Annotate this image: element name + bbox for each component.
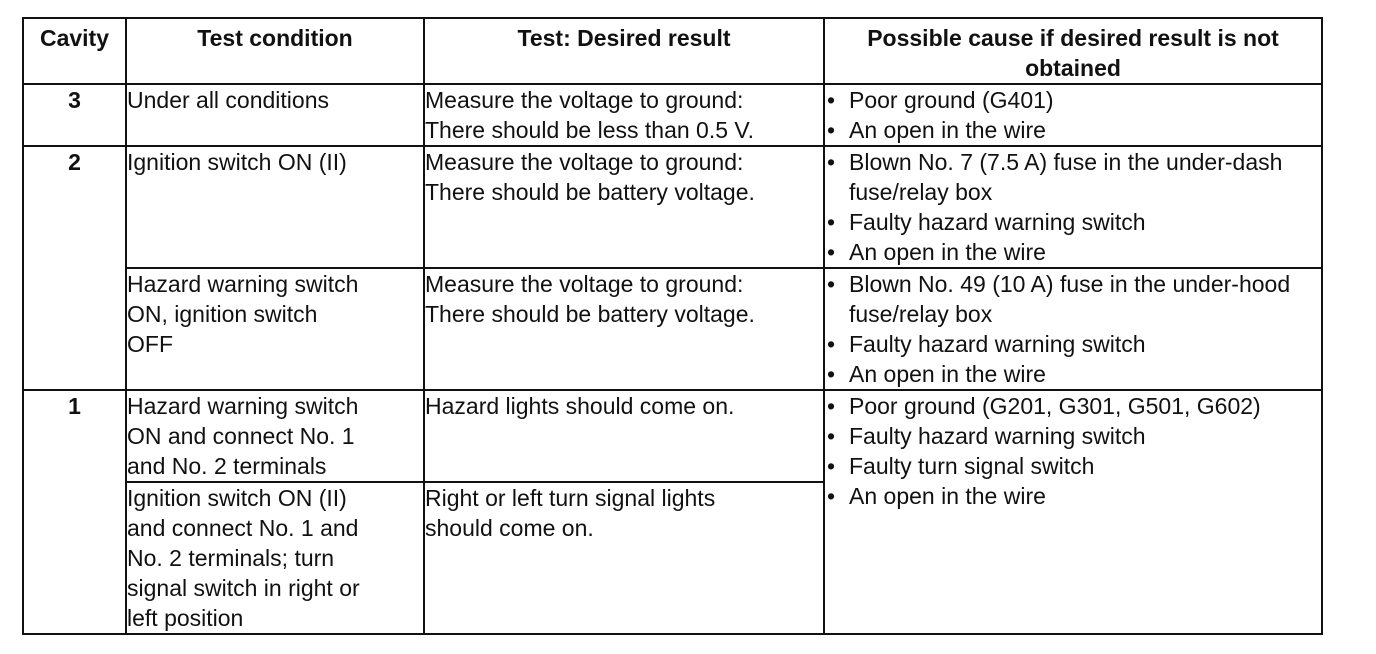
desired-result-cell (424, 146, 824, 268)
cause-item: • An open in the wire (825, 237, 1321, 267)
test-condition-cell (126, 268, 424, 390)
possible-cause-cell (824, 84, 1322, 146)
cause-item: • Faulty hazard warning switch (825, 207, 1321, 237)
header-desired-result: Test: Desired result (424, 18, 824, 84)
cause-item: • An open in the wire (825, 115, 1321, 145)
possible-cause-cell (824, 268, 1322, 390)
test-condition-line: Hazard warning switch (127, 271, 359, 297)
test-condition-line: No. 2 terminals; turn (127, 545, 335, 571)
desired-result-line: There should be battery voltage. (425, 179, 755, 205)
cause-item: • Blown No. 49 (10 A) fuse in the under-hood fuse/relay box (825, 269, 1321, 329)
desired-result-line: There should be battery voltage. (425, 301, 755, 327)
desired-result-line: There should be less than 0.5 V. (425, 117, 755, 143)
table-row (23, 84, 1322, 146)
test-condition-line: signal switch in right or (127, 575, 360, 601)
desired-result-cell (424, 482, 824, 634)
possible-cause-cell (824, 146, 1322, 268)
desired-result-cell (424, 84, 824, 146)
test-condition-line: Under all conditions (127, 87, 330, 113)
cause-item: • Poor ground (G201, G301, G501, G602) (825, 391, 1321, 421)
desired-result-line: Measure the voltage to ground: (425, 149, 744, 175)
test-condition-line: left position (127, 605, 244, 631)
cavity-number: 1 (23, 390, 126, 634)
test-condition-line: and No. 2 terminals (127, 453, 327, 479)
header-cavity: Cavity (23, 18, 126, 84)
test-condition-cell (126, 482, 424, 634)
table-row (23, 390, 1322, 482)
cause-item: • Poor ground (G401) (825, 85, 1321, 115)
desired-result-cell (424, 390, 824, 482)
cause-item: • Faulty turn signal switch (825, 451, 1321, 481)
desired-result-line: Hazard lights should come on. (425, 393, 735, 419)
test-condition-line: Hazard warning switch (127, 393, 359, 419)
test-condition-cell (126, 146, 424, 268)
test-condition-line: and connect No. 1 and (127, 515, 359, 541)
desired-result-line: should come on. (425, 515, 594, 541)
cause-item: • An open in the wire (825, 481, 1321, 511)
test-condition-line: ON, ignition switch (127, 301, 318, 327)
desired-result-line: Right or left turn signal lights (425, 485, 716, 511)
test-condition-line: Ignition switch ON (II) (127, 149, 347, 175)
possible-cause-cell (824, 390, 1322, 634)
test-condition-line: Ignition switch ON (II) (127, 485, 347, 511)
test-condition-line: OFF (127, 331, 173, 357)
cause-item: • Faulty hazard warning switch (825, 421, 1321, 451)
desired-result-line: Measure the voltage to ground: (425, 271, 744, 297)
cause-item: • An open in the wire (825, 359, 1321, 389)
cavity-number: 2 (23, 146, 126, 390)
header-test-condition: Test condition (126, 18, 424, 84)
cause-item: • Faulty hazard warning switch (825, 329, 1321, 359)
test-condition-cell (126, 84, 424, 146)
desired-result-cell (424, 268, 824, 390)
test-condition-cell (126, 390, 424, 482)
header-possible-cause: Possible cause if desired result is not obtained (824, 18, 1322, 84)
table-row (23, 268, 1322, 390)
desired-result-line: Measure the voltage to ground: (425, 87, 744, 113)
table-header-row (23, 18, 1322, 84)
test-condition-line: ON and connect No. 1 (127, 423, 355, 449)
table-row (23, 146, 1322, 268)
troubleshooting-table (22, 17, 1323, 635)
cavity-number: 3 (23, 84, 126, 146)
cause-item: • Blown No. 7 (7.5 A) fuse in the under-dash fuse/relay box (825, 147, 1321, 207)
